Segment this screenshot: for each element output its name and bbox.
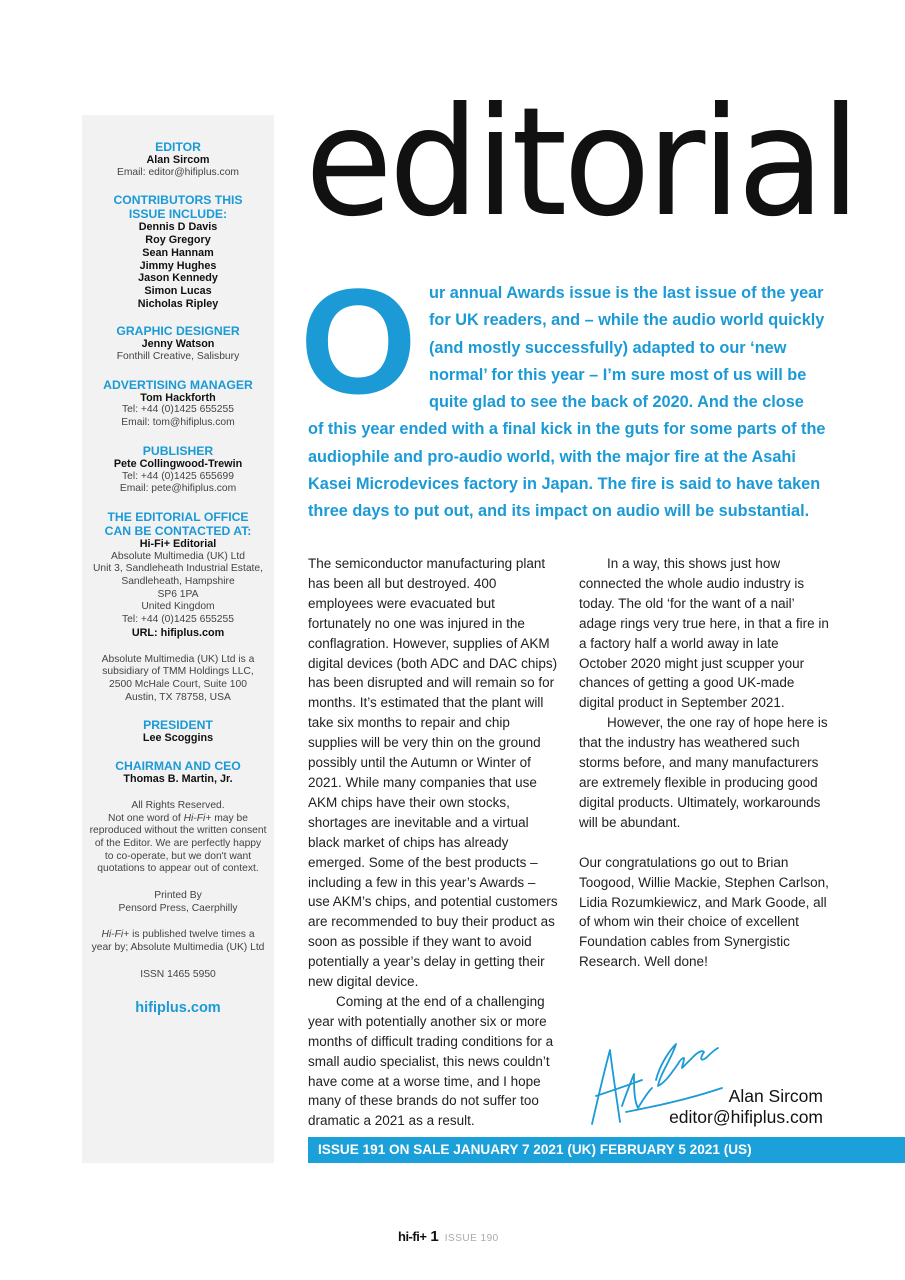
publisher-tel: Tel: +44 (0)1425 655699 [122, 470, 234, 482]
advertising-name: Tom Hackforth [140, 391, 216, 404]
printed-line: Printed By [154, 890, 202, 902]
office-address-line: United Kingdom [141, 601, 215, 613]
issn: ISSN 1465 5950 [140, 968, 216, 980]
published-block [82, 929, 274, 954]
contributor-name: Sean Hannam [142, 246, 214, 259]
designer-heading: GRAPHIC DESIGNER [116, 324, 240, 339]
designer-company: Fonthill Creative, Salisbury [116, 351, 240, 363]
rights-line: quotations to appear out of context. [97, 863, 259, 875]
office-address-line: Sandleheath, Hampshire [121, 576, 235, 588]
contributor-name: Jimmy Hughes [139, 259, 217, 272]
published-post: is published twelve times a [129, 929, 255, 941]
published-line [82, 929, 274, 942]
issue-on-sale-banner: ISSUE 191 ON SALE JANUARY 7 2021 (UK) FEBRUARY 5 2021 (US) [308, 1137, 905, 1163]
subsidiary-line: subsidiary of TMM Holdings LLC, [102, 666, 254, 678]
body-paragraph: The semiconductor manufacturing plant has been all but destroyed. 400 employees were evacuated but fortunately no one was injured in the conflagration. However, supplies of AKM digital devices (both ADC and DAC chips) has been disrupted and will remain so for months. It’s estimated that the plant will take six months to repair and chip supplies will be very thin on the ground possibly until the Autumn or Winter of 2021. While many companies that use AKM chips have their own stocks, shortages are inevitable and a virtual black market of chips has already emerged. Some of the best products – including a few in this year’s Awards – use AKM’s chips, and potential customers are recommended to buy their product as soon as possible if they want to avoid potentially a year’s delay in getting their new digital device. [308, 556, 558, 990]
drop-cap: O [300, 257, 417, 425]
office-block [82, 510, 274, 640]
office-address-line: SP6 1PA [157, 588, 199, 600]
body-paragraph: Our congratulations go out to Brian Toogood, Willie Mackie, Stephen Carlson, Lidia Rozumkiewicz, and Mark Goode, all of whom win their choice of excellent Foundation cables from Synergistic Research. Well done! [579, 854, 829, 970]
intro-line: for UK readers, and – while the audio world quickly [429, 311, 825, 330]
intro-line: of this year ended with a final kick in the guts for some parts of the [308, 420, 826, 439]
intro-line: three days to put out, and its impact on audio will be substantial. [308, 502, 810, 521]
published-brand: Hi-Fi+ [101, 929, 130, 941]
editor-name: Alan Sircom [146, 154, 210, 166]
advertising-email: Email: tom@hifiplus.com [121, 417, 235, 429]
body-paragraph: However, the one ray of hope here is that the industry has weathered such storms before, and many manufacturers are extremely flexible in producing good digital products. Ultimately, workarounds will be abundant. [579, 715, 828, 830]
rights-line: reproduced without the written consent [89, 825, 267, 837]
website-link[interactable]: hifiplus.com [135, 999, 221, 1016]
body-paragraph: Coming at the end of a challenging year with potentially another six or more months of difficult trading conditions for a small audio specialist, this news couldn’t have come at a worse time, and I hope many of these brands do not suffer too dramatic a 2021 as a result. [308, 993, 554, 1129]
publisher-heading: PUBLISHER [142, 443, 214, 458]
page-title: editorial [305, 76, 857, 250]
intro-line: audiophile and pro-audio world, with the major fire at the Asahi [308, 447, 796, 466]
president-heading: PRESIDENT [143, 718, 213, 733]
intro-line: quite glad to see the back of 2020. And the close [429, 393, 804, 412]
hifi-logo: hi-fi+ [398, 1229, 427, 1244]
subsidiary-line: 2500 McHale Court, Suite 100 [109, 678, 247, 690]
author-name: Alan Sircom [728, 1086, 823, 1106]
signature-block [650, 1086, 823, 1128]
advertising-heading: ADVERTISING MANAGER [103, 377, 253, 392]
office-url-link[interactable]: URL: hifiplus.com [131, 626, 225, 639]
publisher-name: Pete Collingwood-Trewin [113, 457, 243, 470]
editor-email: Email: editor@hifiplus.com [116, 166, 240, 178]
editor-heading: EDITOR [155, 140, 201, 154]
subsidiary-line: Absolute Multimedia (UK) Ltd is a [101, 653, 255, 665]
contributor-name: Dennis D Davis [138, 221, 218, 234]
body-column-1 [308, 554, 558, 1131]
footer-issue: ISSUE 190 [444, 1233, 499, 1244]
subsidiary-block [82, 654, 274, 705]
page-footer [398, 1228, 499, 1244]
chairman-block [82, 759, 274, 786]
printed-line: Pensord Press, Caerphilly [118, 902, 238, 914]
page-number: 1 [430, 1228, 439, 1245]
author-email: editor@hifiplus.com [669, 1107, 823, 1127]
intro-line: (and mostly successfully) adapted to our ‘new [429, 338, 787, 357]
printed-block [82, 890, 274, 915]
contributors-heading-line-2: ISSUE INCLUDE: [128, 207, 228, 222]
contributor-name: Nicholas Ripley [137, 297, 219, 310]
publisher-block [82, 444, 274, 496]
rights-pre: Not one word of [108, 812, 184, 824]
rights-brand: Hi-Fi+ [183, 812, 212, 824]
contributor-name: Jason Kennedy [138, 272, 218, 285]
contributors-block [82, 193, 274, 310]
publisher-email: Email: pete@hifiplus.com [119, 483, 237, 495]
rights-post: may be [211, 812, 248, 824]
rights-line: All Rights Reserved. [131, 799, 225, 811]
office-heading-line-1: THE EDITORIAL OFFICE [107, 509, 249, 524]
designer-block [82, 324, 274, 363]
president-name: Lee Scoggins [142, 732, 214, 745]
rights-line: to co-operate, but we don't want [104, 850, 252, 862]
intro-line: Kasei Microdevices factory in Japan. The fire is said to have taken [308, 475, 821, 494]
rights-line [82, 813, 274, 826]
office-heading-line-2: CAN BE CONTACTED AT: [104, 523, 252, 538]
body-column-2 [579, 554, 829, 972]
masthead-sidebar [82, 115, 274, 1163]
intro-line: ur annual Awards issue is the last issue of the year [429, 284, 824, 302]
chairman-heading: CHAIRMAN AND CEO [115, 759, 241, 774]
body-paragraph: In a way, this shows just how connected the whole audio industry is today. The old ‘for the want of a nail’ adage rings very true here, in that a fire in a factory half a world away in late October 2020 might just scupper your chances of getting a good UK-made digital product in September 2021. [579, 556, 829, 711]
chairman-name: Thomas B. Martin, Jr. [123, 773, 233, 786]
subsidiary-line: Austin, TX 78758, USA [125, 691, 231, 703]
contributor-name: Roy Gregory [145, 234, 211, 247]
contributor-name: Simon Lucas [144, 284, 212, 297]
office-name: Hi-Fi+ Editorial [139, 537, 217, 550]
editor-block [82, 140, 274, 179]
intro-paragraph [308, 280, 826, 526]
designer-name: Jenny Watson [141, 338, 215, 351]
published-line: year by; Absolute Multimedia (UK) Ltd [91, 942, 265, 954]
office-address-line: Tel: +44 (0)1425 655255 [122, 614, 234, 626]
rights-block [82, 800, 274, 876]
advertising-block [82, 378, 274, 430]
advertising-tel: Tel: +44 (0)1425 655255 [122, 404, 234, 416]
office-address-line: Absolute Multimedia (UK) Ltd [111, 550, 245, 562]
intro-line: normal’ for this year – I’m sure most of us will be [429, 365, 807, 384]
rights-line: of the Editor. We are perfectly happy [94, 837, 262, 849]
contributors-heading-line-1: CONTRIBUTORS THIS [113, 193, 243, 208]
president-block [82, 718, 274, 745]
office-address-line: Unit 3, Sandleheath Industrial Estate, [92, 563, 263, 575]
